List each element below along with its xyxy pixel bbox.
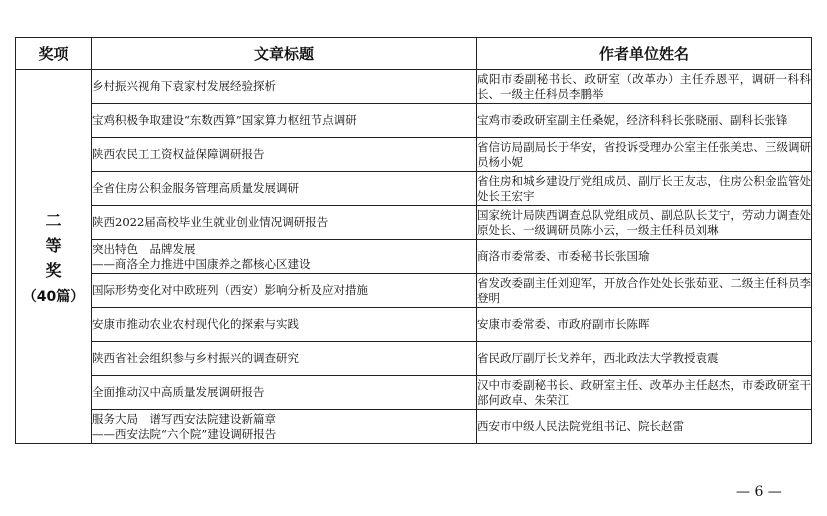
article-title: 突出特色 品牌发展 ——商洛全力推进中国康养之都核心区建设 <box>92 240 477 274</box>
article-author: 省信访局副局长于华安，省投诉受理办公室主任张美忠、三级调研员杨小妮 <box>477 138 812 172</box>
article-title: 全面推动汉中高质量发展调研报告 <box>92 376 477 410</box>
award-level-cell <box>16 70 92 444</box>
table-row <box>16 206 812 240</box>
table-row <box>16 308 812 342</box>
award-table <box>15 37 812 444</box>
article-title: 陕西2022届高校毕业生就业创业情况调研报告 <box>92 206 477 240</box>
table-row <box>16 376 812 410</box>
table-row <box>16 104 812 138</box>
table-row <box>16 274 812 308</box>
header-title: 文章标题 <box>92 38 477 70</box>
article-title: 陕西农民工工资权益保障调研报告 <box>92 138 477 172</box>
article-title: 宝鸡积极争取建设“东数西算”国家算力枢纽节点调研 <box>92 104 477 138</box>
article-author: 省住房和城乡建设厅党组成员、副厅长王友志，住房公积金监管处处长王宏宇 <box>477 172 812 206</box>
article-author: 安康市委常委、市政府副市长陈晖 <box>477 308 812 342</box>
article-author: 咸阳市委副秘书长、政研室（改革办）主任乔恩平，调研一科科长、一级主任科员李鹏举 <box>477 70 812 104</box>
article-author: 西安市中级人民法院党组书记、院长赵雷 <box>477 410 812 444</box>
article-author: 国家统计局陕西调查总队党组成员、副总队长艾宁，劳动力调查处原处长、一级调研员陈小云，一级主任科员刘琳 <box>477 206 812 240</box>
article-title: 国际形势变化对中欧班列（西安）影响分析及应对措施 <box>92 274 477 308</box>
award-level-name: 二 等 奖 <box>45 210 62 280</box>
article-title: 乡村振兴视角下袁家村发展经验探析 <box>92 70 477 104</box>
article-author: 商洛市委常委、市委秘书长张国瑜 <box>477 240 812 274</box>
header-award: 奖项 <box>16 38 92 70</box>
table-row <box>16 410 812 444</box>
article-author: 省发改委副主任刘迎军，开放合作处处长张茹亚、二级主任科员李登明 <box>477 274 812 308</box>
award-count: （40篇） <box>22 288 85 305</box>
page-number: — 6 — <box>736 484 782 500</box>
table-row <box>16 240 812 274</box>
article-title: 服务大局 谱写西安法院建设新篇章 ——西安法院“六个院”建设调研报告 <box>92 410 477 444</box>
table-row <box>16 138 812 172</box>
table-row <box>16 342 812 376</box>
table-row <box>16 70 812 104</box>
header-author: 作者单位姓名 <box>477 38 812 70</box>
article-title: 安康市推动农业农村现代化的探索与实践 <box>92 308 477 342</box>
table-row <box>16 172 812 206</box>
table-header-row <box>16 38 812 70</box>
article-author: 宝鸡市委政研室副主任桑妮，经济科科长张晓丽、副科长张锋 <box>477 104 812 138</box>
article-author: 省民政厅副厅长戈养年，西北政法大学教授袁震 <box>477 342 812 376</box>
article-title: 全省住房公积金服务管理高质量发展调研 <box>92 172 477 206</box>
article-author: 汉中市委副秘书长、政研室主任、改革办主任赵杰，市委政研室干部何政卓、朱荣江 <box>477 376 812 410</box>
article-title: 陕西省社会组织参与乡村振兴的调查研究 <box>92 342 477 376</box>
